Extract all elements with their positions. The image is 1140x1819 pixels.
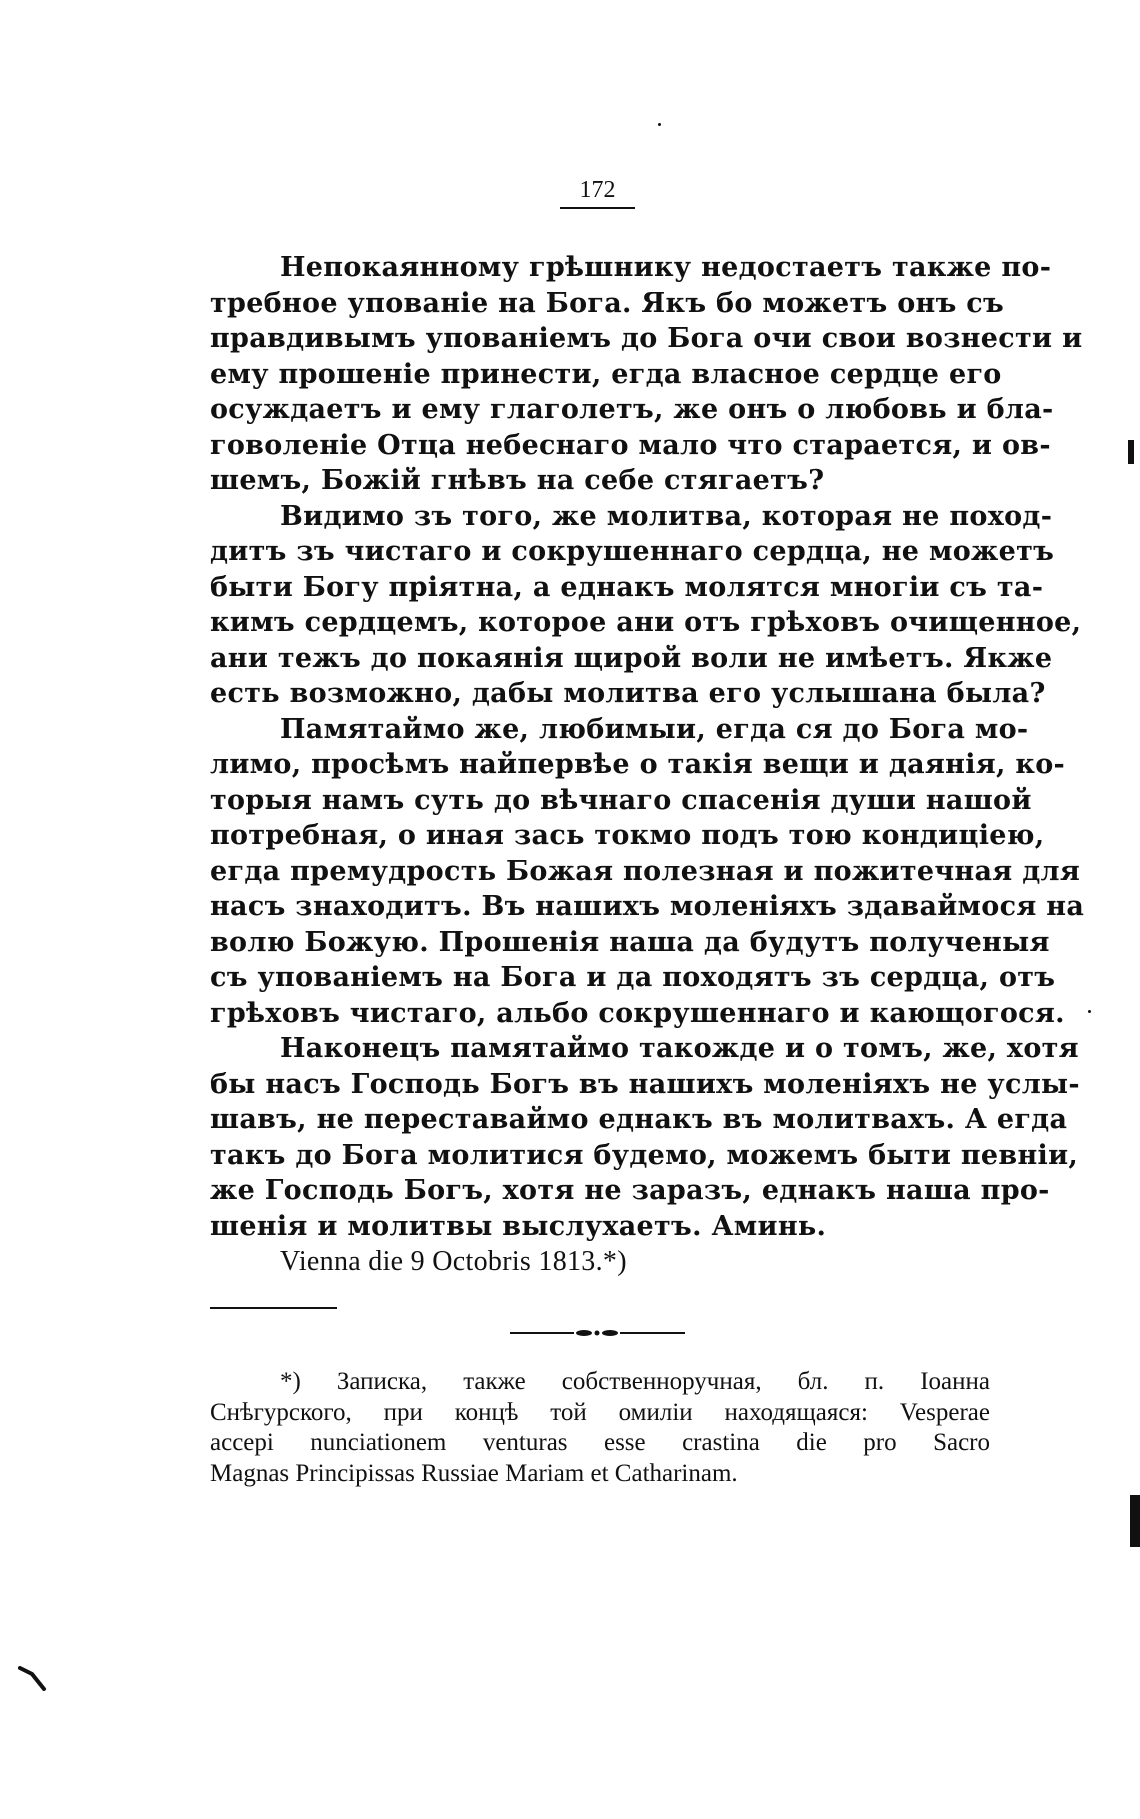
text-line: говоленіе Отца небеснаго мало что старается, и ов- xyxy=(210,429,1051,461)
scan-mark xyxy=(18,1665,48,1695)
scan-mark xyxy=(1128,440,1134,464)
footnote-line: Magnas Principissas Russiae Mariam et Catharinam. xyxy=(210,1459,738,1487)
text-line: правдивымъ упованіемъ до Бога очи свои вознести и xyxy=(210,323,1083,354)
footnote-line: accepi nunciationem venturas esse crastina die pro Sacro xyxy=(210,1429,990,1456)
text-line: ему прошеніе принести, егда власное сердце его xyxy=(210,358,1002,390)
page-number: 172 xyxy=(579,177,616,203)
scan-mark xyxy=(1088,1010,1091,1013)
text-line: егда премудрость Божая полезная и пожитечная для xyxy=(210,855,1081,887)
text-line: такъ до Бога молитися будемо, можемъ быти певніи, xyxy=(210,1139,1079,1171)
text-line: Памятаймо же, любимыи, егда ся до Бога мо- xyxy=(280,713,1029,745)
text-line: ани тежъ до покаянія щирой воли не имѣетъ. Якже xyxy=(210,642,1053,674)
text-line: потребная, о иная зась токмо подъ тою кондиціею, xyxy=(210,820,1045,851)
scan-mark xyxy=(658,123,661,126)
text-line: шенія и молитвы выслухаетъ. Аминь. xyxy=(210,1210,827,1242)
text-line: съ упованіемъ на Бога и да походятъ зъ сердца, отъ xyxy=(210,962,1056,993)
text-line: дитъ зъ чистаго и сокрушеннаго сердца, не можетъ xyxy=(210,536,1055,567)
text-line: осуждаетъ и ему глаголетъ, же онъ о любовь и бла- xyxy=(210,394,1054,425)
text-line: Наконецъ памятаймо такожде и о томъ, же, хотя xyxy=(280,1033,1079,1064)
text-line: шемъ, Божій гнѣвъ на себе стягаетъ? xyxy=(210,465,825,496)
text-line: лимо, просѣмъ найпервѣе о такія вещи и даянія, ко- xyxy=(210,749,1066,780)
text-line: же Господь Богъ, хотя не заразъ, еднакъ наша про- xyxy=(210,1175,1050,1206)
text-line: насъ знаходитъ. Въ нашихъ моленіяхъ здаваймося на xyxy=(210,891,1085,922)
text-line: шавъ, не переставаймо еднакъ въ молитвахъ. А егда xyxy=(210,1104,1068,1135)
footnote-separator-rule xyxy=(210,1307,337,1309)
text-line: волю Божую. Прошенія наша да будутъ полученыя xyxy=(210,926,1050,958)
text-line: Видимо зъ того, же молитва, которая не поход- xyxy=(280,500,1053,532)
text-line: Непокаянному грѣшнику недостаетъ также по- xyxy=(280,252,1052,283)
text-line: требное упованіе на Бога. Якъ бо можетъ онъ съ xyxy=(210,287,1005,319)
page-number-underline xyxy=(560,207,635,209)
text-line: грѣховъ чистаго, альбо сокрушеннаго и кающогося. xyxy=(210,997,1065,1029)
ornament-divider xyxy=(510,1327,685,1339)
body-text xyxy=(210,250,1085,1280)
text-line: кимъ сердцемъ, которое ани отъ грѣховъ очищенное, xyxy=(210,607,1082,638)
footnote-line: Снѣгурского, при концѣ той омиліи находящаяся: Vesperae xyxy=(210,1398,990,1426)
dateline: Vienna die 9 Octobris 1813.*) xyxy=(280,1246,627,1277)
text-line: быти Богу пріятна, а еднакъ молятся многіи съ та- xyxy=(210,571,1044,603)
text-line: бы насъ Господь Богъ въ нашихъ моленіяхъ не услы- xyxy=(210,1068,1080,1100)
footnote-line: *) Записка, также собственноручная, бл. п. Іоанна xyxy=(280,1368,990,1395)
text-line: есть возможно, дабы молитва его услышана была? xyxy=(210,678,1046,709)
scan-mark xyxy=(1130,1495,1140,1547)
footnote xyxy=(210,1367,990,1489)
text-line: торыя намъ суть до вѣчнаго спасенія души нашой xyxy=(210,784,1032,816)
